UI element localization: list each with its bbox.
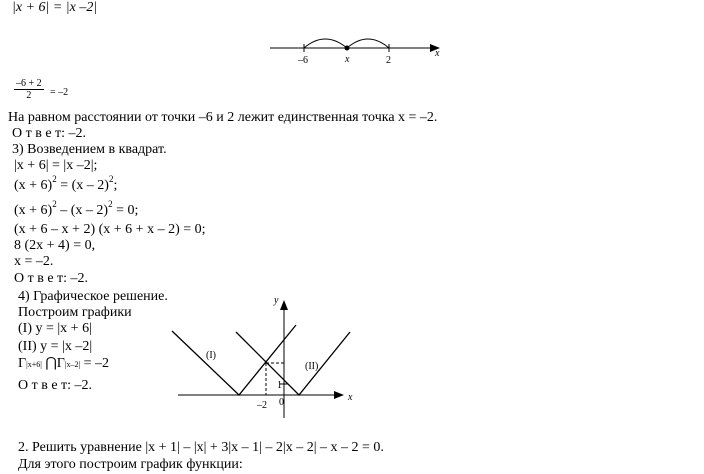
eq-3: $(x + 6)^2 - (x - 2)^2 = 0$; (14, 199, 139, 218)
nl-right-label: 2 (386, 55, 391, 66)
task-2: 2. Решить уравнение |x + 1| – |x| + 3|x – 1| – 2|x – 2| – x – 2 = 0. (18, 440, 384, 455)
graph-label-1: (I) (206, 350, 216, 361)
answer-2: О т в е т: –2. (14, 271, 89, 286)
gamma-intersection: Γ|x+6| ⋂Γ|x–2| = –2 (18, 356, 109, 371)
eq-5: 8 (2x + 4) = 0, (14, 238, 96, 253)
build-graphs: Построим графики (18, 305, 132, 320)
graph-one: 1 (277, 380, 282, 391)
nl-mid-label: x (345, 54, 350, 65)
fraction-result: = –2 (50, 87, 69, 98)
equation-abs: |x + 6| = |x –2| (12, 0, 98, 15)
fraction-numerator: –6 + 2 (16, 78, 42, 89)
graph-zero: 0 (279, 397, 284, 408)
graph-minus2: –2 (257, 400, 267, 411)
nl-axis-label: x (435, 48, 440, 59)
graph-label-2: (II) (305, 361, 319, 372)
eq-4: (x + 6 – x + 2) (x + 6 + x – 2) = 0; (14, 222, 206, 237)
task-2-continuation: Для этого построим график функции: (18, 457, 243, 472)
graph-y-label: y (274, 295, 279, 306)
eq-1: |x + 6| = |x –2|; (14, 158, 98, 173)
answer-3: О т в е т: –2. (18, 378, 93, 393)
eq-6: x = –2. (14, 254, 54, 269)
method-4-heading: 4) Графическое решение. (18, 289, 168, 304)
nl-left-label: –6 (298, 55, 308, 66)
graph-2-formula: (II) y = |x –2| (18, 339, 93, 354)
answer-1: О т в е т: –2. (12, 126, 87, 141)
fraction-denominator: 2 (26, 90, 32, 101)
graph-x-label: x (348, 392, 353, 403)
method-3-heading: 3) Возведением в квадрат. (12, 142, 167, 157)
eq-2: $(x + 6)^2 = (x - 2)^2$; (14, 174, 118, 193)
explanation-line: На равном расстоянии от точки –6 и 2 лежит единственная точка x = –2. (8, 110, 438, 125)
graph-1-formula: (I) y = |x + 6| (18, 321, 92, 336)
